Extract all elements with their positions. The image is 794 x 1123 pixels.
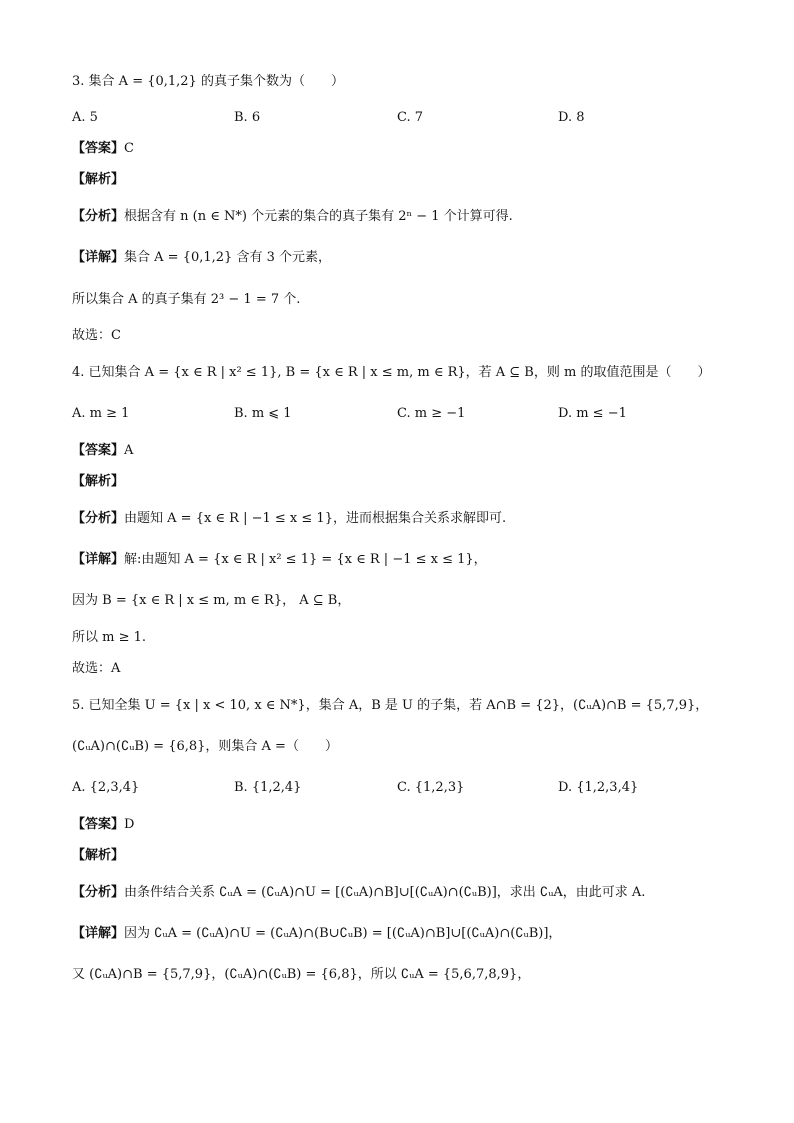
q4-option-c: C. m ≥ −1 xyxy=(397,406,466,421)
q3-xiangjie xyxy=(72,249,331,267)
answer-tag: 【答案】 xyxy=(72,141,125,156)
jiexi-tag: 【解析】 xyxy=(72,848,125,863)
q3-guxuan: 故选：C xyxy=(72,328,121,343)
q3-fenxi xyxy=(72,208,513,226)
q5-option-c: C. {1,2,3} xyxy=(397,780,465,795)
q4-line3: 所以 m ≥ 1. xyxy=(72,630,147,645)
q3-option-a: A. 5 xyxy=(72,110,98,125)
q3-option-c: C. 7 xyxy=(397,110,424,125)
q3-line2: 所以集合 A 的真子集有 2³ − 1 = 7 个. xyxy=(72,292,301,307)
fenxi-tag: 【分析】 xyxy=(72,209,125,224)
q5-option-b: B. {1,2,4} xyxy=(234,780,302,795)
fenxi-text: 根据含有 n (n ∈ N*) 个元素的集合的真子集有 2ⁿ − 1 个计算可得. xyxy=(124,209,513,224)
answer-value: C xyxy=(124,141,134,156)
q5-stem-line1: 5. 已知全集 U = {x | x < 10, x ∈ N*}，集合 A，B 是 U 的子集，若 A∩B = {2}，(∁ᵤA)∩B = {5,7,9}， xyxy=(72,698,709,713)
fenxi-text: 由题知 A = {x ∈ R | −1 ≤ x ≤ 1}，进而根据集合关系求解即可. xyxy=(124,511,507,526)
q4-answer xyxy=(72,442,133,460)
answer-value: D xyxy=(124,817,135,832)
q3-answer xyxy=(72,140,134,158)
fenxi-tag: 【分析】 xyxy=(72,511,125,526)
jiexi-tag: 【解析】 xyxy=(72,172,125,187)
xiangjie-tag: 【详解】 xyxy=(72,250,125,265)
answer-tag: 【答案】 xyxy=(72,817,125,832)
q4-fenxi xyxy=(72,510,506,528)
q5-line2: 又 (∁ᵤA)∩B = {5,7,9}，(∁ᵤA)∩(∁ᵤB) = {6,8}，所以 ∁ᵤA = {5,6,7,8,9}， xyxy=(72,967,531,982)
q3-option-d: D. 8 xyxy=(558,110,585,125)
q4-jiexi xyxy=(72,473,124,491)
xiangjie-text: 集合 A = {0,1,2} 含有 3 个元素， xyxy=(124,250,331,265)
q4-option-a: A. m ≥ 1 xyxy=(72,406,130,421)
fenxi-tag: 【分析】 xyxy=(72,885,125,900)
q5-stem-line2: (∁ᵤA)∩(∁ᵤB) = {6,8}，则集合 A =（ ） xyxy=(72,739,338,754)
q4-guxuan: 故选：A xyxy=(72,661,121,676)
xiangjie-tag: 【详解】 xyxy=(72,552,125,567)
jiexi-tag: 【解析】 xyxy=(72,474,125,489)
q4-stem: 4. 已知集合 A = {x ∈ R | x² ≤ 1}, B = {x ∈ R | x ≤ m, m ∈ R}，若 A ⊆ B，则 m 的取值范围是（ ） xyxy=(72,365,711,380)
q5-option-d: D. {1,2,3,4} xyxy=(558,780,639,795)
answer-tag: 【答案】 xyxy=(72,443,125,458)
q5-option-a: A. {2,3,4} xyxy=(72,780,140,795)
q5-xiangjie xyxy=(72,925,561,943)
xiangjie-text: 因为 ∁ᵤA = (∁ᵤA)∩U = (∁ᵤA)∩(B∪∁ᵤB) = [(∁ᵤA)∩B]∪[(∁ᵤA)∩(∁ᵤB)]， xyxy=(124,926,562,941)
xiangjie-tag: 【详解】 xyxy=(72,926,125,941)
q5-jiexi xyxy=(72,847,124,865)
q4-option-b: B. m ⩽ 1 xyxy=(234,406,292,421)
q4-xiangjie xyxy=(72,551,487,569)
fenxi-text: 由条件结合关系 ∁ᵤA = (∁ᵤA)∩U = [(∁ᵤA)∩B]∪[(∁ᵤA)∩(∁ᵤB)]，求出 ∁ᵤA，由此可求 A. xyxy=(124,885,646,900)
q3-stem: 3. 集合 A = {0,1,2} 的真子集个数为（ ） xyxy=(72,74,344,89)
q3-option-b: B. 6 xyxy=(234,110,261,125)
q4-line2: 因为 B = {x ∈ R | x ≤ m, m ∈ R}， A ⊆ B， xyxy=(72,593,351,608)
q5-answer xyxy=(72,816,134,834)
q5-fenxi xyxy=(72,884,645,902)
answer-value: A xyxy=(124,443,134,458)
xiangjie-text: 解:由题知 A = {x ∈ R | x² ≤ 1} = {x ∈ R | −1 ≤ x ≤ 1}， xyxy=(124,552,487,567)
q4-option-d: D. m ≤ −1 xyxy=(558,406,627,421)
q3-jiexi xyxy=(72,171,124,189)
